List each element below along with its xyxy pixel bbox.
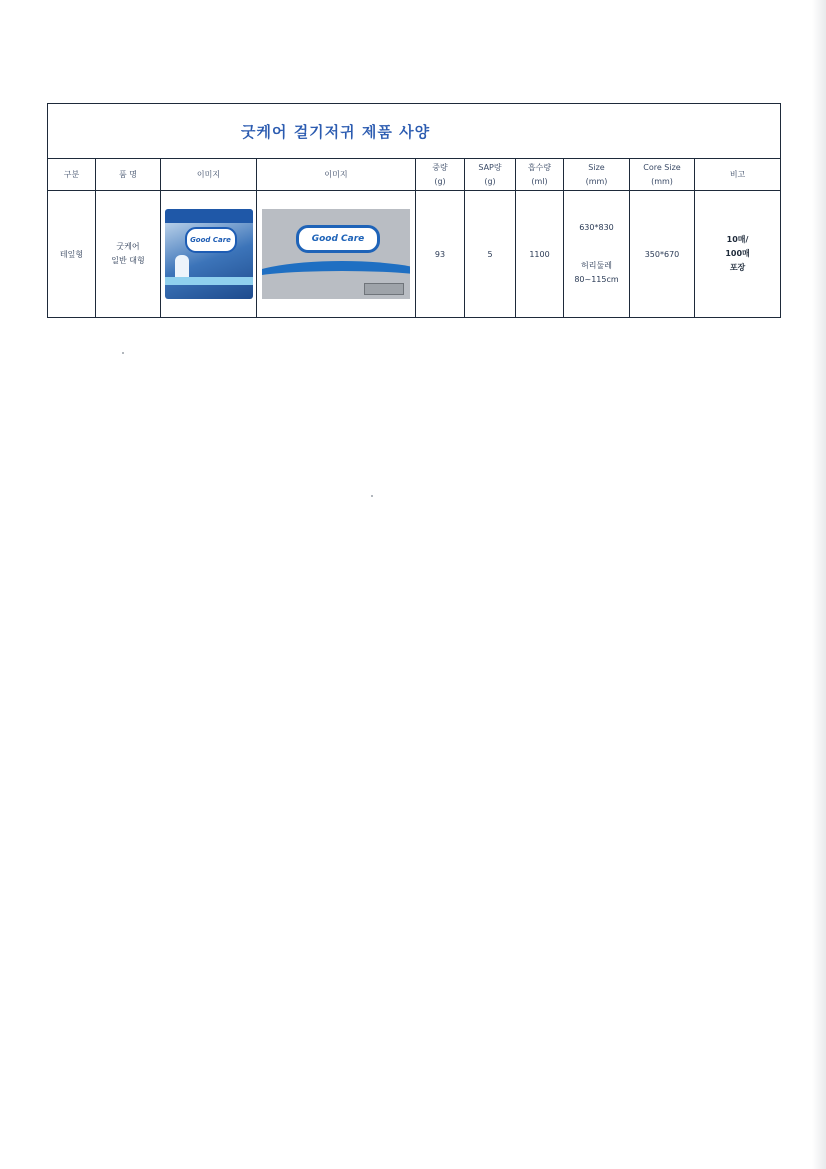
header-core-size	[630, 159, 695, 191]
remarks-line1: 10매/	[726, 235, 749, 244]
product-name-line1: 굿케어	[116, 242, 140, 251]
diaper-box-image	[262, 209, 410, 299]
header-category: 구분	[48, 159, 96, 191]
cell-remarks	[695, 191, 781, 318]
cell-size	[564, 191, 630, 318]
header-size	[564, 159, 630, 191]
remarks-line3: 포장	[729, 263, 746, 272]
cell-image-pack	[161, 191, 257, 318]
cell-image-box	[257, 191, 416, 318]
pack-logo: Good Care	[185, 227, 237, 253]
spec-table	[47, 103, 781, 318]
header-sap	[465, 159, 516, 191]
size-waist-range: 80~115cm	[574, 275, 619, 284]
cell-category: 테잎형	[48, 191, 96, 318]
header-weight-label: 중량	[432, 162, 448, 172]
scan-speck	[122, 352, 124, 354]
table-title: 굿케어 걸기저귀 제품 사양	[48, 104, 781, 159]
box-logo: Good Care	[296, 225, 380, 253]
header-core-size-label: Core Size	[643, 162, 681, 172]
header-sap-label: SAP량	[478, 162, 502, 172]
remarks-line2: 100매	[725, 249, 750, 258]
header-size-label: Size	[588, 162, 605, 172]
header-absorbency-unit: (ml)	[531, 176, 548, 186]
product-name-line2: 일반 대형	[111, 256, 145, 265]
header-core-size-unit: (mm)	[651, 176, 673, 186]
size-waist-label: 허리둘레	[581, 261, 612, 270]
header-image-pack: 이미지	[161, 159, 257, 191]
header-product-name: 품 명	[96, 159, 161, 191]
header-absorbency	[516, 159, 564, 191]
diaper-pack-image	[165, 209, 253, 299]
cell-absorbency: 1100	[516, 191, 564, 318]
cell-weight: 93	[416, 191, 465, 318]
header-weight-unit: (g)	[434, 176, 446, 186]
page-edge-shadow	[812, 0, 826, 1169]
header-size-unit: (mm)	[585, 176, 608, 186]
header-weight	[416, 159, 465, 191]
header-sap-unit: (g)	[484, 176, 496, 186]
header-row	[48, 159, 781, 191]
header-image-box: 이미지	[257, 159, 416, 191]
scan-speck	[371, 495, 373, 497]
table-row	[48, 191, 781, 318]
size-dimensions: 630*830	[579, 223, 614, 232]
header-absorbency-label: 흡수량	[527, 162, 552, 172]
cell-core-size: 350*670	[630, 191, 695, 318]
header-remarks: 비고	[695, 159, 781, 191]
cell-sap: 5	[465, 191, 516, 318]
cell-product-name	[96, 191, 161, 318]
